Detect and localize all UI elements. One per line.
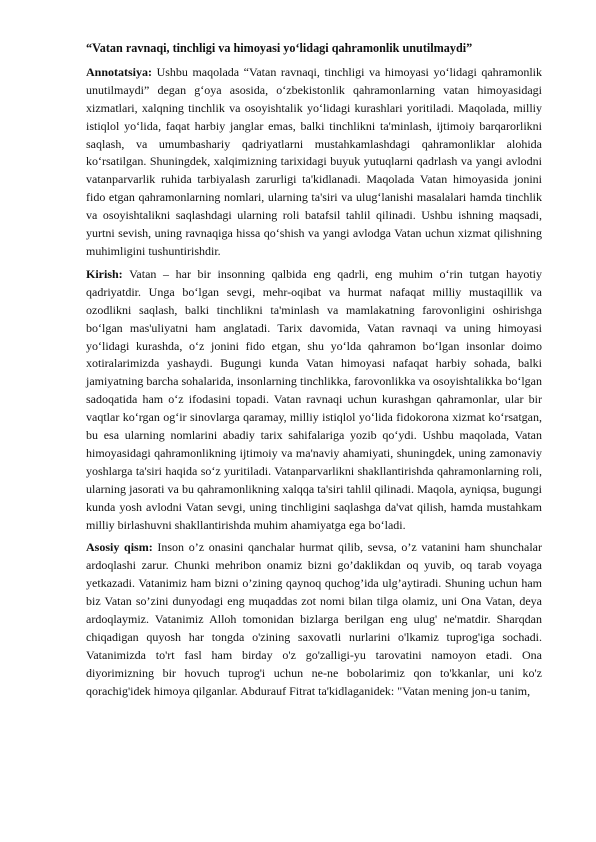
main-part-text: Inson o’z onasini qanchalar hurmat qilib, sevsa, o’z vatanini ham shunchalar ardoqlashi zarur. Chunki mehribon onamiz bizni go’daklikdan oq yuvib, oq tarab voyaga yetkazadi. Vatanimiz ham bizni o’zining qaynoq quchog’ida ulg’aytiradi. Shuning uchun ham biz Vatan so’zini dunyodagi eng muqaddas zot nomi bilan tilga olamiz, uni Ona Vatan, deya ardoqlaymiz. Vatanimiz Alloh tomonidan bizlarga berilgan eng ulug' ne'matdir. Sharqdan chiqadigan quyosh har tongda o'zining saxovatli nurlarini o'lkamiz tuprog'iga sochadi. Vatanimizda to'rt fasl ham birday o'z go'zalligi-yu tarovatini namoyon etadi. Ona diyorimizning bir hovuch tuprog'i uchun ne-ne bobolarimiz qon to'kkanlar, uni ko'z qorachig'idek himoya qilganlar. Abdurauf Fitrat ta'kidlaganidek: "Vatan mening jon-u tanim, [86, 540, 542, 698]
abstract-text: Ushbu maqolada “Vatan ravnaqi, tinchligi va himoyasi yo‘lidagi qahramonlik unutilmaydi” degan g‘oya asosida, o‘zbekistonlik qahramonlarning vatan himoyasidagi xizmatlari, xalqning tinchlik va osoyishtalik yo‘lidagi kurashlari yoritiladi. Maqolada, milliy istiqlol yo‘lida, faqat harbiy janglar emas, balki tinchlikni ta'minlash, ijtimoiy barqarorlikni saqlash, va umumbashariy qadriyatlarni mustahkamlashdagi qahramonliklar alohida ko‘rsatilgan. Shuningdek, xalqimizning tarixidagi buyuk yutuqlarni qadrlash va yangi avlodni vatanparvarlik ruhida tarbiyalash zarurligi ta'kidlanadi. Maqolada Vatan himoyasida jonini fido etgan qahramonlarning nomlari, ularning ta'siri va ulug‘lanishi masalalari hamda tinchlik va osoyishtalikni saqlashdagi ularning roli batafsil tahlil qilinadi. Ushbu ishning maqsadi, yurtni sevish, uning ravnaqiga hissa qo‘shish va yangi avlodga Vatan uchun xizmat qilishning muhimligini tushuntirishdir. [86, 64, 542, 258]
introduction-paragraph [86, 266, 542, 535]
abstract-paragraph [86, 64, 542, 261]
document-title: “Vatan ravnaqi, tinchligi va himoyasi yo‘lidagi qahramonlik unutilmaydi” [86, 41, 473, 55]
main-part-paragraph [86, 539, 542, 700]
introduction-heading: Kirish: [86, 266, 123, 281]
abstract-heading: Annotatsiya: [86, 64, 153, 79]
document-page [86, 40, 542, 706]
main-part-heading: Asosiy qism: [86, 540, 153, 555]
introduction-text: Vatan – har bir insonning qalbida eng qadrli, eng muhim o‘rin tutgan hayotiy qadriyatdir. Unga bo‘lgan sevgi, mehr-oqibat va hurmat nafaqat milliy mustaqillik va ozodlikni saqlash, balki tinchlikni ta'minlash va mamlakatning farovonligini oshirishga bo‘lgan mas'uliyatni ham anglatadi. Tarix davomida, Vatan ravnaqi va uning himoyasi yo‘lidagi kurashda, o‘z jonini fido etgan, shu yo‘lda qahramon bo‘lgan insonlar doimo xotiralarimizda yashaydi. Bugungi kunda Vatan himoyasi nafaqat harbiy sohada, balki jamiyatning barcha sohalarida, insonlarning tinchlikka, farovonlikka va osoyishtalikka bo‘lgan sadoqatida ham o‘z ifodasini topadi. Vatan ravnaqi uchun kurashgan qahramonlar, ular bir vaqtlar ko‘rgan og‘ir sinovlarga qaramay, milliy istiqlol yo‘lida fidokorona xizmat ko‘rsatgan, bu esa ularning nomlarini abadiy tarix sahifalariga yozib qo‘ydi. Ushbu maqolada, Vatan himoyasidagi qahramonlikning ijtimoiy va ma'naviy ahamiyati, shuningdek, uning zamonaviy yoshlarga ta'siri haqida so‘z yuritiladi. Vatanparvarlikni shakllantirishda qahramonlarning roli, ularning jasorati va bu qahramonlikning xalqqa ta'siri tahlil qilinadi. Maqola, ayniqsa, bugungi kunda yosh avlodni Vatan sevgi, uning tinchligini saqlashga da'vat qilish, hamda mustahkam milliy birlashuvni shakllantirishda muhim ahamiyatga ega bo‘ladi. [86, 266, 542, 532]
